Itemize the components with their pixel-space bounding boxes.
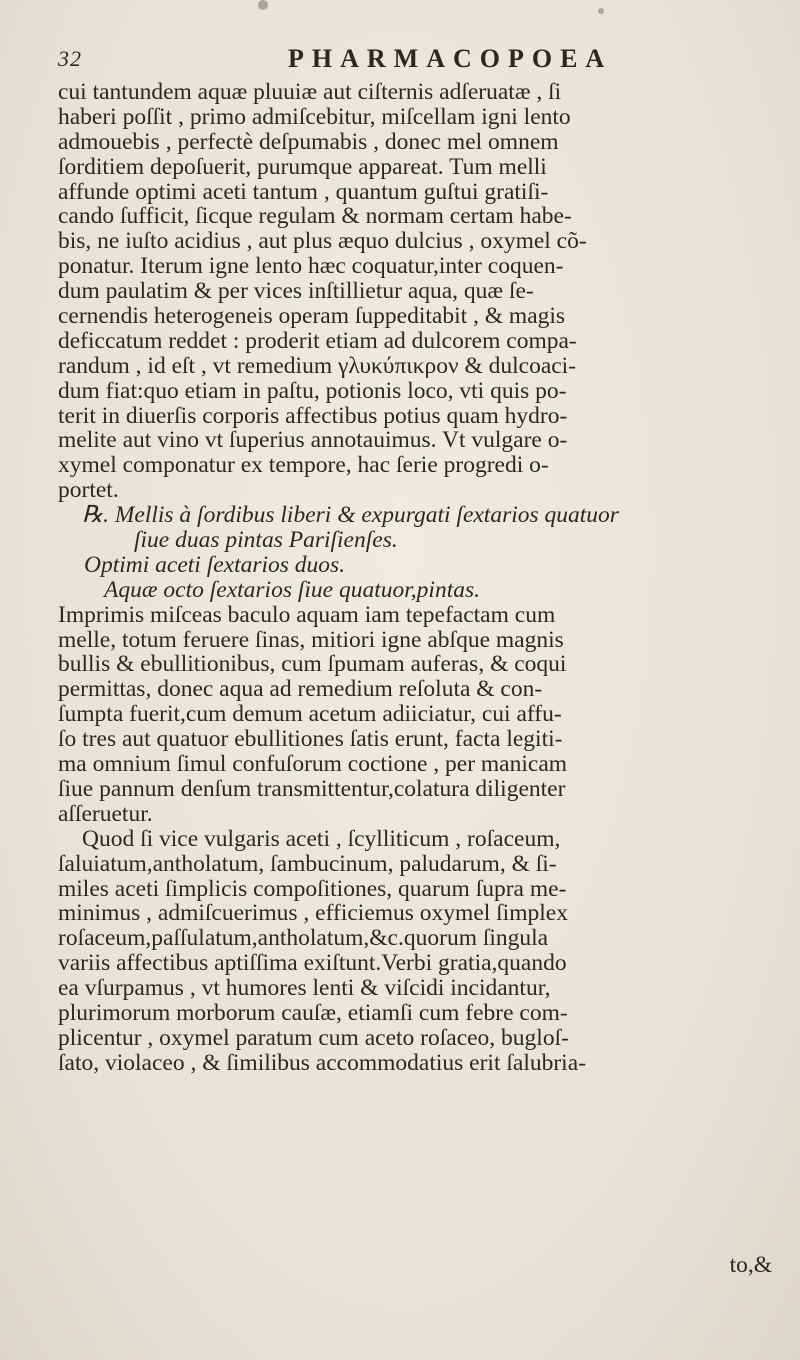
text-line: plicentur , oxymel paratum cum aceto roſaceo, bugloſ- — [58, 1025, 569, 1051]
text-line: ea vſurpamus , vt humores lenti & viſcidi incidantur, — [58, 976, 551, 1001]
text-line: bis, ne iuſto acidius , aut plus æquo dulcius , oxymel cõ- — [58, 229, 587, 255]
text-line: ſo tres aut quatuor ebullitiones ſatis erunt, facta legiti- — [58, 727, 563, 753]
text-line: ſumpta fuerit,cum demum acetum adiiciatur, cui affu- — [58, 702, 562, 728]
text-line: miles aceti ſimplicis compoſitiones, quarum ſupra me- — [58, 876, 567, 902]
text-line: admouebis , perfectè deſpumabis , donec mel omnem — [58, 129, 559, 155]
text-line: minimus , admiſcuerimus , efficiemus oxymel ſimplex — [58, 901, 568, 927]
text-line: affunde optimi aceti tantum , quantum guſtui gratiſi- — [58, 179, 549, 205]
page-number: 32 — [58, 46, 82, 71]
text-line: ſorditiem depoſuerit, purumque appareat. Tum melli — [58, 154, 547, 180]
text-line: permittas, donec aqua ad remedium reſoluta & con- — [58, 677, 543, 703]
ink-blot-mark — [258, 0, 268, 10]
text-line: randum , id eſt , vt remedium γλυκύπικρον & dulcoaci- — [58, 353, 577, 379]
recipe-line: Optimi aceti ſextarios duos. — [84, 551, 346, 578]
text-line: melle, totum feruere ſinas, mitiori igne abſque magnis — [58, 627, 564, 653]
text-line: portet. — [58, 478, 119, 504]
text-line: Quod ſi vice vulgaris aceti , ſcylliticum , roſaceum, — [82, 826, 561, 852]
text-line: melite aut vino vt ſuperius annotauimus. Vt vulgare o- — [58, 428, 568, 454]
text-line: terit in diuerſis corporis affectibus potius quam hydro- — [58, 403, 568, 429]
text-line: cui tantundem aquæ pluuiæ aut ciſternis adſeruatæ , ſi — [58, 80, 562, 105]
text-line: dum paulatim & per vices inſtillietur aqua, quæ ſe- — [58, 279, 534, 305]
text-line: variis affectibus aptiſſima exiſtunt.Verbi gratia,quando — [58, 951, 567, 977]
text-line: deficcatum reddet : proderit etiam ad dulcorem compa- — [58, 328, 577, 354]
recipe-line: Aquæ octo ſextarios ſiue quatuor,pintas. — [104, 576, 480, 603]
text-line: xymel componatur ex tempore, hac ſerie progredi o- — [58, 453, 549, 479]
text-line: aſſeruetur. — [58, 801, 153, 827]
recipe-line: ℞. Mellis à ſordibus liberi & expurgati ſextarios quatuor — [82, 502, 619, 529]
ink-blot-mark — [598, 8, 604, 14]
text-line: cando ſufficit, ſicque regulam & normam certam habe- — [58, 204, 572, 230]
catchword: to,& — [729, 1252, 772, 1278]
text-line: cernendis heterogeneis operam ſuppeditabit , & magis — [58, 304, 566, 329]
text-line: ma omnium ſimul confuſorum coctione , per manicam — [58, 752, 568, 777]
page-header — [58, 44, 758, 78]
text-line: Imprimis miſceas baculo aquam iam tepefactam cum — [58, 602, 556, 628]
text-line: ponatur. Iterum igne lento hæc coquatur,inter coquen- — [58, 254, 564, 280]
text-line: plurimorum morborum cauſæ, etiamſi cum febre com- — [58, 1000, 568, 1026]
text-line: haberi poſſit , primo admiſcebitur, miſcellam igni lento — [58, 104, 571, 130]
recipe-line: ſiue duas pintas Pariſienſes. — [134, 527, 398, 554]
text-line: ſaluiatum,antholatum, ſambucinum, paludarum, & ſi- — [58, 851, 557, 877]
text-line: ſiue pannum denſum transmittentur,colatura diligenter — [58, 776, 566, 802]
text-line: ſato, violaceo , & ſimilibus accommodatius erit ſalubria- — [58, 1050, 586, 1076]
text-line: dum fiat:quo etiam in paſtu, potionis loco, vti quis po- — [58, 378, 567, 404]
text-line: roſaceum,paſſulatum,antholatum,&c.quorum ſingula — [58, 926, 549, 952]
body-text — [58, 80, 768, 1076]
running-title: PHARMACOPOEA — [288, 44, 613, 73]
text-line: bullis & ebullitionibus, cum ſpumam auferas, & coqui — [58, 652, 567, 678]
